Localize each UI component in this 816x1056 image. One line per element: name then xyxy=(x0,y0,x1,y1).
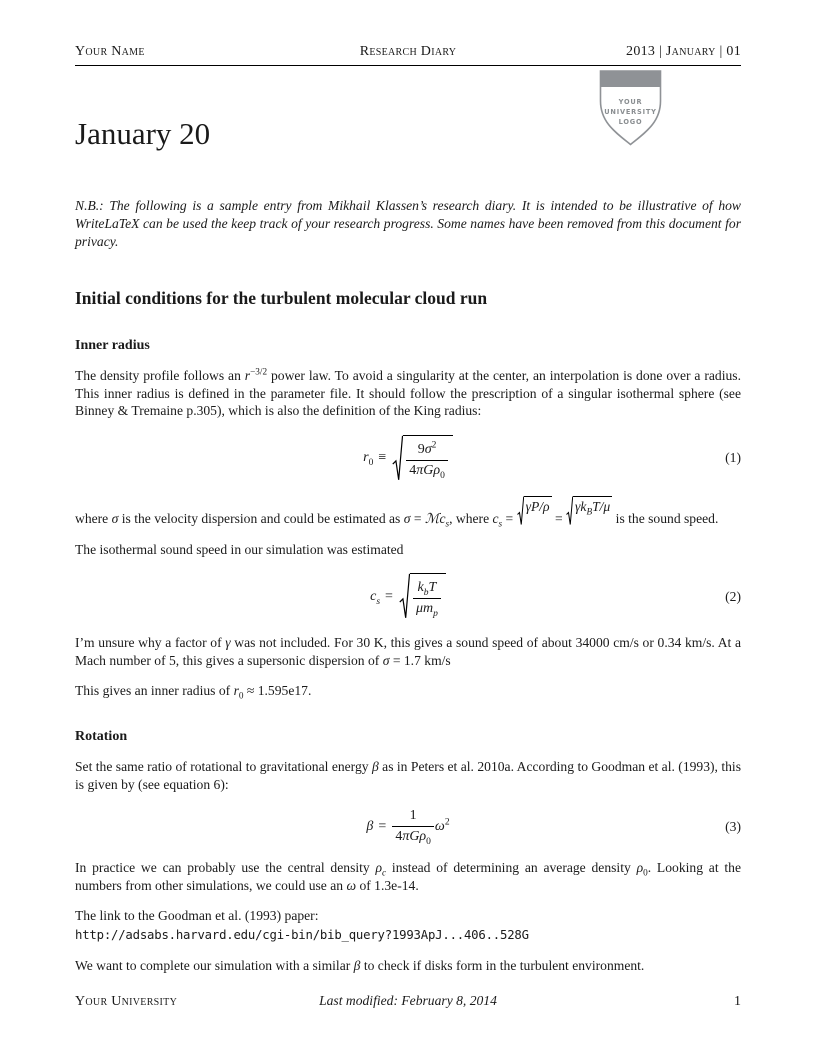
paragraph-density-profile xyxy=(75,367,741,420)
paragraph-inner-radius-result xyxy=(75,682,741,700)
footer-page-number: 1 xyxy=(733,994,741,1009)
text-run: ≈ 1.595e17. xyxy=(243,683,312,699)
math-exponent: −3/2 xyxy=(250,366,268,377)
math-var: πGρ xyxy=(416,462,441,478)
math-coef: 1 xyxy=(409,808,417,824)
math-sub: 0 xyxy=(368,458,374,469)
equation-2 xyxy=(75,573,741,620)
math-sub: p xyxy=(433,608,438,619)
math-var-beta: β xyxy=(353,958,361,974)
paragraph-central-density xyxy=(75,859,741,894)
radicand: γP/ρ xyxy=(524,496,552,526)
text-run: In practice we can probably use the central density xyxy=(75,860,376,876)
math-sub: s xyxy=(445,518,450,529)
math-var-sigma: σ xyxy=(111,510,119,526)
math-var: σ xyxy=(424,441,432,457)
logo-text-line1: YOUR xyxy=(618,98,643,106)
text-run: , where xyxy=(449,510,493,526)
text-run: The density profile follows an xyxy=(75,368,245,383)
fraction xyxy=(413,580,441,617)
header-date: 2013 | January | 01 xyxy=(626,44,741,59)
equation-3-body xyxy=(366,808,450,848)
paragraph-velocity-dispersion xyxy=(75,496,741,528)
fraction xyxy=(392,808,434,848)
math-rel: = xyxy=(410,510,425,526)
math-var-rho: ρ xyxy=(375,860,383,876)
math-var-rho: ρ xyxy=(636,860,644,876)
radical-sign-icon xyxy=(399,573,410,620)
math-sub: B xyxy=(586,506,593,517)
paragraph-isothermal: The isothermal sound speed in our simulation was estimated xyxy=(75,541,404,557)
numerator xyxy=(415,442,440,460)
math-var-gamma: γ xyxy=(225,635,231,651)
radicand xyxy=(573,496,612,526)
section-title: Initial conditions for the turbulent molecular cloud run xyxy=(75,288,488,308)
text-run: as in Peters et al. 2010a. According to Goodman et al. (1993), this is given by (see equation 6): xyxy=(75,759,741,792)
equation-1-body xyxy=(363,435,453,482)
eq3-relation: = xyxy=(378,818,387,834)
math-var: c xyxy=(370,588,377,604)
math-var: T xyxy=(428,580,437,596)
eq1-relation: ≡ xyxy=(378,450,387,466)
text-run: is the velocity dispersion and could be estimated as xyxy=(118,510,404,526)
math-sub: b xyxy=(423,587,429,598)
text-run: where xyxy=(75,510,112,526)
math-coef: 9 xyxy=(417,441,425,457)
math-var: β xyxy=(366,818,374,834)
math-sub: 0 xyxy=(643,867,648,878)
math-var: r xyxy=(363,450,369,466)
math-mach-cs: ℳc xyxy=(424,510,446,526)
equation-2-number: (2) xyxy=(725,588,741,604)
math-coef: 4 xyxy=(409,462,417,478)
page-header xyxy=(75,0,741,66)
text-run: This gives an inner radius of xyxy=(75,683,234,699)
math-sub: 0 xyxy=(238,691,244,702)
fraction xyxy=(406,442,448,479)
math-coef: 4 xyxy=(395,829,403,845)
math-sub: 0 xyxy=(440,470,445,481)
entry-title: January 20 xyxy=(75,116,211,151)
equation-1-number: (1) xyxy=(725,450,741,466)
numerator xyxy=(407,808,420,826)
adsabs-url: http://adsabs.harvard.edu/cgi-bin/bib_query?1993ApJ...406..528G xyxy=(75,927,529,942)
text-run: was not included. For 30 K, this gives a sound speed of about 34000 cm/s or 0.34 km/s. At a Mach number of 5, this gives a supersonic dispersion of xyxy=(75,635,741,668)
math-var-c: c xyxy=(492,510,499,526)
eq3-omega xyxy=(435,819,450,835)
footer-university: Your University xyxy=(75,994,178,1009)
paragraph-sound-speed-estimate xyxy=(75,634,741,669)
inline-square-root xyxy=(517,496,552,526)
radicand xyxy=(403,435,453,482)
logo-text-line3: LOGO xyxy=(618,118,643,126)
page-footer xyxy=(75,993,741,1010)
text-run: I’m unsure why a factor of xyxy=(75,635,226,651)
math-rel: = xyxy=(502,510,517,526)
equation-2-body xyxy=(370,573,446,620)
note-paragraph: N.B.: The following is a sample entry from Mikhail Klassen’s research diary. It is intended to be illustrative of how WriteLaTeX can be used the keep track of your research progress. Some names have been removed from this document for privacy. xyxy=(75,198,741,249)
eq1-lhs xyxy=(363,450,374,469)
denominator xyxy=(406,460,448,479)
paragraph-goodman-link xyxy=(75,907,741,944)
text-run: = 1.7 km/s xyxy=(389,652,451,668)
equation-3 xyxy=(75,808,741,848)
text-run: We want to complete our simulation with a similar xyxy=(75,958,354,974)
eq3-lhs xyxy=(366,819,373,835)
subsection-inner-radius: Inner radius xyxy=(75,338,150,353)
radical-sign-icon xyxy=(566,496,573,526)
logo-text-line2: UNIVERSITY xyxy=(604,108,657,116)
paragraph-conclusion xyxy=(75,957,741,975)
eq2-relation: = xyxy=(385,588,393,604)
equation-3-number: (3) xyxy=(725,818,741,834)
subsection-rotation: Rotation xyxy=(75,729,128,745)
equation-1 xyxy=(75,435,741,482)
math-sup: 2 xyxy=(431,440,437,451)
math-var: μm xyxy=(415,601,434,617)
square-root xyxy=(399,573,446,620)
text-run: of 1.3e-14. xyxy=(356,877,419,893)
math-var-sigma: σ xyxy=(382,652,390,668)
square-root xyxy=(392,435,453,482)
text-run: power law. To avoid a singularity at the center, an interpolation is done over a radius. This inner radius is defined in the parameter file. It should follow the prescription of a singular isothermal sphere (see Binney & Tremaine p.305), which is also the definition of the King radius: xyxy=(75,368,741,419)
math-sub: 0 xyxy=(426,837,431,848)
text-run: is the sound speed. xyxy=(612,510,719,526)
math-var-omega: ω xyxy=(346,877,357,893)
math-var: ω xyxy=(434,818,445,834)
math-var: k xyxy=(417,580,424,596)
denominator xyxy=(413,598,441,617)
radicand xyxy=(410,573,446,620)
math-sub: c xyxy=(382,867,387,878)
radical-sign-icon xyxy=(392,435,403,482)
math-var: γk xyxy=(575,498,587,514)
text-run: instead of determining an average density xyxy=(386,860,637,876)
footer-last-modified: Last modified: February 8, 2014 xyxy=(319,993,497,1008)
radical-sign-icon xyxy=(517,496,524,526)
math-sub: s xyxy=(376,596,381,607)
math-var-beta: β xyxy=(371,759,379,775)
math-rel: = xyxy=(551,510,567,526)
math-sub: s xyxy=(498,518,503,529)
text-run: Set the same ratio of rotational to gravitational energy xyxy=(75,759,372,775)
math-var-r: r xyxy=(244,368,251,383)
math-var: T/μ xyxy=(592,498,611,514)
text-run: The link to the Goodman et al. (1993) paper: xyxy=(75,908,319,924)
math-var: πGρ xyxy=(402,829,427,845)
paragraph-rotation-ratio xyxy=(75,758,741,793)
inline-square-root xyxy=(566,496,612,526)
numerator xyxy=(415,580,440,598)
text-run: . Looking at the numbers from other simulations, we could use an xyxy=(75,860,741,893)
math-sup: 2 xyxy=(444,817,450,828)
math-var-r: r xyxy=(233,683,239,699)
header-author: Your Name xyxy=(75,44,145,59)
math-var-sigma: σ xyxy=(403,510,411,526)
header-title: Research Diary xyxy=(359,44,457,59)
text-run: to check if disks form in the turbulent environment. xyxy=(360,958,645,974)
eq2-lhs xyxy=(370,589,380,605)
page-content xyxy=(75,0,741,975)
denominator xyxy=(392,826,434,848)
